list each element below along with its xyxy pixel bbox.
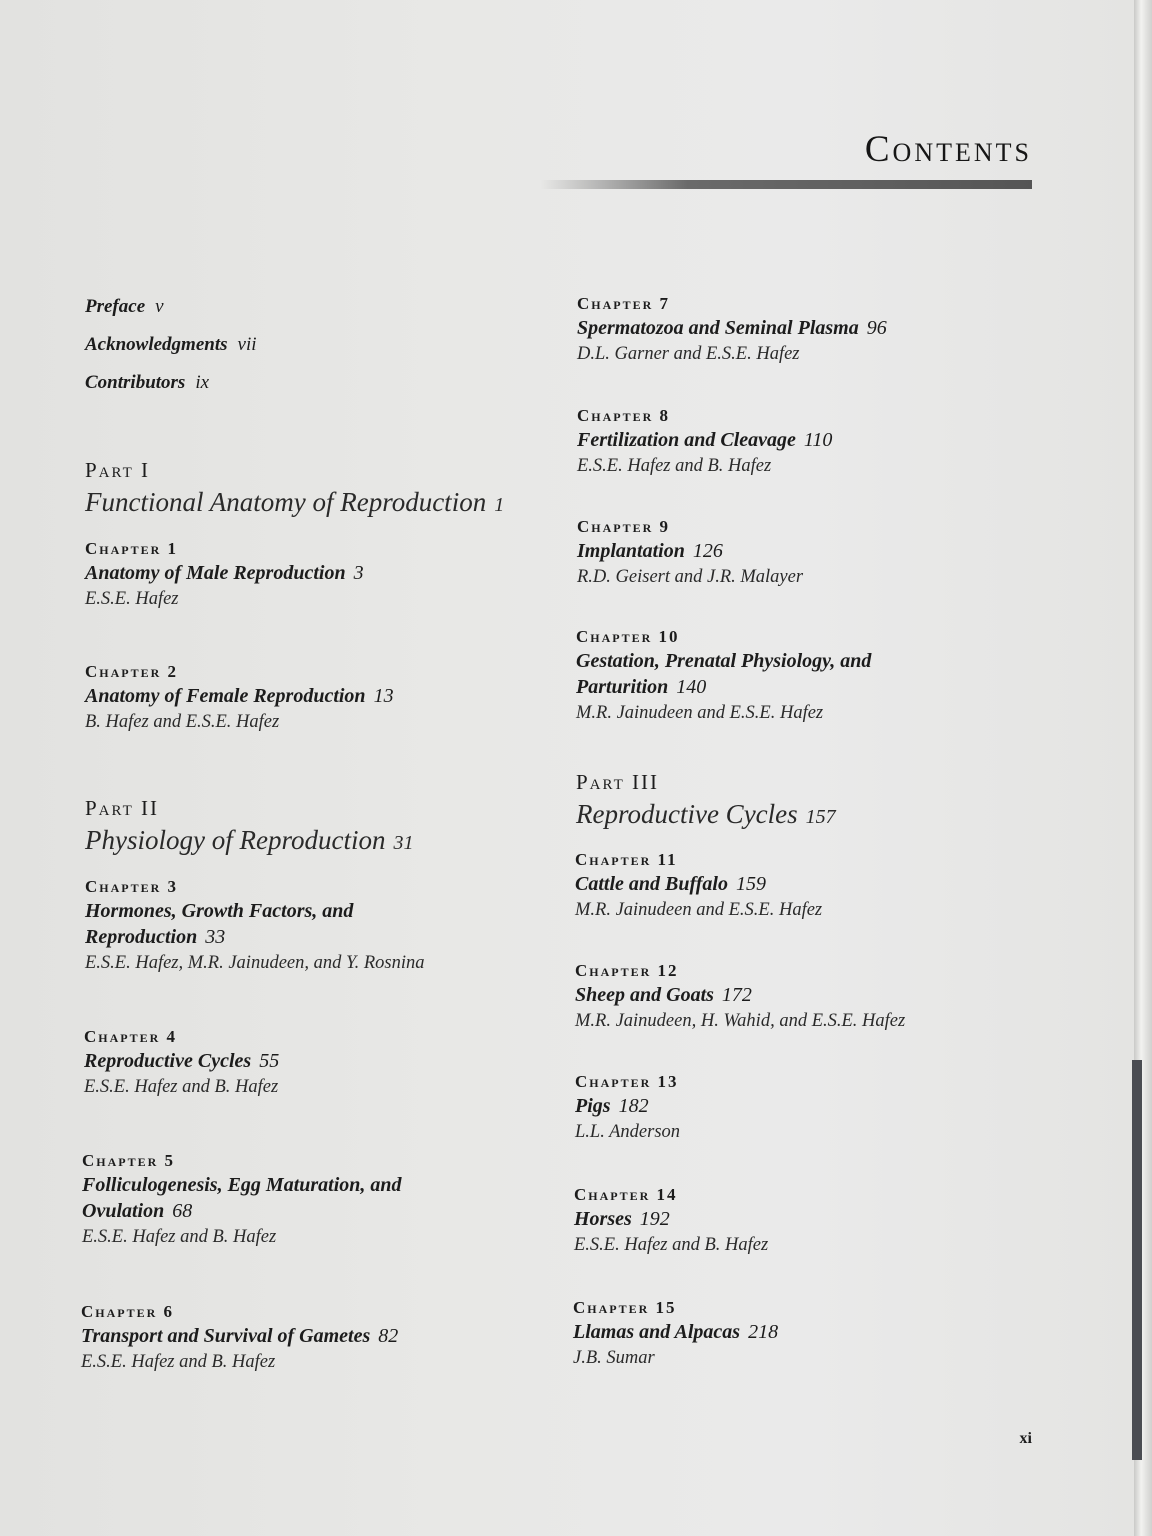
- part-title: Reproductive Cycles 157: [576, 799, 836, 829]
- chapter-title: Anatomy of Female Reproduction 13: [85, 685, 394, 707]
- chapter-title: Cattle and Buffalo 159: [575, 873, 766, 895]
- chapter-entry: [577, 516, 803, 590]
- front-matter-item: Contributors ix: [85, 372, 210, 393]
- chapter-label: Chapter 12: [575, 961, 679, 980]
- chapter-title: Hormones, Growth Factors, and: [85, 900, 354, 922]
- chapter-authors: J.B. Sumar: [573, 1348, 655, 1368]
- chapter-label: Chapter 11: [575, 850, 678, 869]
- chapter-authors: E.S.E. Hafez: [85, 589, 179, 609]
- chapter-entry: [85, 876, 424, 976]
- chapter-authors: E.S.E. Hafez and B. Hafez: [81, 1352, 276, 1372]
- chapter-title: Llamas and Alpacas 218: [573, 1321, 779, 1343]
- chapter-label: Chapter 2: [85, 662, 179, 681]
- chapter-label: Chapter 15: [573, 1298, 677, 1317]
- chapter-entry: [574, 1184, 768, 1258]
- chapter-title-continued: Ovulation 68: [82, 1200, 193, 1222]
- chapter-label: Chapter 1: [85, 539, 179, 558]
- chapter-title: Pigs 182: [575, 1095, 649, 1117]
- chapter-entry: [82, 1150, 402, 1250]
- chapter-authors: B. Hafez and E.S.E. Hafez: [85, 712, 280, 732]
- chapter-title: Fertilization and Cleavage 110: [577, 429, 833, 451]
- chapter-authors: L.L. Anderson: [575, 1122, 681, 1142]
- chapter-title-continued: Reproduction 33: [85, 926, 226, 948]
- chapter-authors: E.S.E. Hafez and B. Hafez: [577, 456, 772, 476]
- chapter-authors: M.R. Jainudeen and E.S.E. Hafez: [575, 900, 823, 920]
- chapter-entry: [577, 405, 832, 479]
- chapter-label: Chapter 9: [577, 517, 671, 536]
- part-heading: [85, 794, 413, 861]
- chapter-title: Sheep and Goats 172: [575, 984, 752, 1006]
- chapter-authors: E.S.E. Hafez and B. Hafez: [84, 1077, 279, 1097]
- title-rule: [540, 180, 1032, 189]
- front-matter-item: Acknowledgments vii: [85, 334, 257, 355]
- chapter-entry: [573, 1297, 778, 1371]
- chapter-title-continued: Parturition 140: [576, 676, 707, 698]
- chapter-label: Chapter 14: [574, 1185, 678, 1204]
- chapter-entry: [577, 293, 887, 367]
- chapter-entry: [84, 1026, 279, 1100]
- chapter-authors: E.S.E. Hafez, M.R. Jainudeen, and Y. Rosnina: [85, 953, 425, 973]
- chapter-title: Reproductive Cycles 55: [84, 1050, 280, 1072]
- chapter-authors: E.S.E. Hafez and B. Hafez: [574, 1235, 769, 1255]
- chapter-entry: [575, 960, 905, 1034]
- part-label: Part I: [85, 458, 151, 482]
- page-title: Contents: [864, 129, 1032, 170]
- chapter-entry: [81, 1301, 398, 1375]
- chapter-authors: M.R. Jainudeen, H. Wahid, and E.S.E. Hafez: [575, 1011, 906, 1031]
- chapter-label: Chapter 6: [81, 1302, 175, 1321]
- chapter-entry: [576, 626, 871, 726]
- chapter-label: Chapter 13: [575, 1072, 679, 1091]
- chapter-title: Transport and Survival of Gametes 82: [81, 1325, 399, 1347]
- front-matter-list: [85, 296, 257, 410]
- part-label: Part II: [85, 796, 160, 820]
- part-label: Part III: [576, 770, 660, 794]
- chapter-entry: [575, 1071, 680, 1145]
- part-title: Functional Anatomy of Reproduction 1: [85, 487, 505, 517]
- chapter-label: Chapter 4: [84, 1027, 178, 1046]
- chapter-label: Chapter 7: [577, 294, 671, 313]
- chapter-authors: M.R. Jainudeen and E.S.E. Hafez: [576, 703, 824, 723]
- chapter-title: Spermatozoa and Seminal Plasma 96: [577, 317, 887, 339]
- part-heading: [85, 456, 504, 523]
- chapter-title: Implantation 126: [577, 540, 723, 562]
- chapter-authors: E.S.E. Hafez and B. Hafez: [82, 1227, 277, 1247]
- chapter-title: Horses 192: [574, 1208, 670, 1230]
- chapter-title: Anatomy of Male Reproduction 3: [85, 562, 364, 584]
- chapter-entry: [575, 849, 822, 923]
- part-title: Physiology of Reproduction 31: [85, 825, 414, 855]
- chapter-title: Gestation, Prenatal Physiology, and: [576, 650, 872, 672]
- chapter-label: Chapter 3: [85, 877, 179, 896]
- front-matter-item: Preface v: [85, 296, 164, 317]
- chapter-entry: [85, 538, 364, 612]
- chapter-authors: R.D. Geisert and J.R. Malayer: [577, 567, 804, 587]
- book-cover-edge: [1132, 1060, 1142, 1460]
- chapter-authors: D.L. Garner and E.S.E. Hafez: [577, 344, 800, 364]
- chapter-label: Chapter 10: [576, 627, 680, 646]
- chapter-title: Folliculogenesis, Egg Maturation, and: [82, 1174, 402, 1196]
- page-number: xi: [1019, 1430, 1032, 1447]
- part-heading: [576, 768, 836, 835]
- chapter-label: Chapter 8: [577, 406, 671, 425]
- chapter-label: Chapter 5: [82, 1151, 176, 1170]
- chapter-entry: [85, 661, 394, 735]
